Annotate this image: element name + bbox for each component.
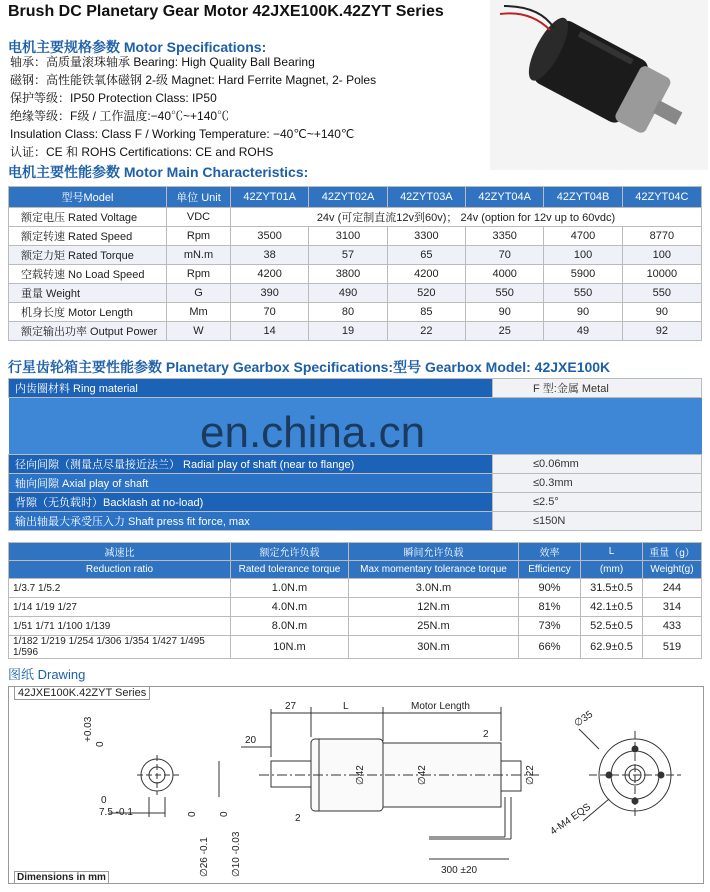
page-title: Brush DC Planetary Gear Motor 42JXE100K.42ZYT Series	[8, 3, 444, 20]
col-header: Rated tolerance torque	[231, 561, 349, 579]
col-header: Reduction ratio	[9, 561, 231, 579]
cell: 19	[309, 322, 387, 341]
main-chars-heading: 电机主要性能参数 Motor Main Characteristics:	[8, 164, 309, 180]
cell: 8.0N.m	[231, 617, 349, 636]
col-header: 型号Model	[9, 187, 167, 208]
row-value: ≤2.5°	[493, 493, 702, 512]
row-unit: VDC	[167, 208, 231, 227]
col-header: 额定允许负载	[231, 543, 349, 561]
cell: 433	[643, 617, 702, 636]
table-row	[9, 617, 702, 636]
dim-eqs: 4-M4 EQS	[548, 801, 593, 838]
dim-2b: 2	[295, 813, 301, 824]
dim-motor-length: Motor Length	[411, 701, 470, 712]
dim-20: 20	[245, 735, 257, 746]
cell: 38	[231, 246, 309, 265]
dim-0: 0	[101, 795, 107, 806]
cell: 3350	[466, 227, 544, 246]
row-label: 额定输出功率 Output Power	[9, 322, 167, 341]
cell: 90	[622, 303, 701, 322]
table-row	[9, 303, 702, 322]
cell: 1/182 1/219 1/254 1/306 1/354 1/427 1/495 1/596	[9, 636, 231, 659]
cell: 1.0N.m	[231, 579, 349, 598]
motor-side-view	[219, 707, 539, 859]
col-header: Max momentary tolerance torque	[349, 561, 519, 579]
col-header: (mm)	[581, 561, 643, 579]
dim-zero1: 0	[187, 811, 198, 817]
cell: 73%	[519, 617, 581, 636]
cell: 90%	[519, 579, 581, 598]
cell: 10000	[622, 265, 701, 284]
cell: 25N.m	[349, 617, 519, 636]
cell: 3800	[309, 265, 387, 284]
cell: 244	[643, 579, 702, 598]
cell: 10N.m	[231, 636, 349, 659]
cell: 52.5±0.5	[581, 617, 643, 636]
dim-7-5: 7.5 -0.1	[99, 807, 133, 818]
row-value: ≤0.06mm	[493, 455, 702, 474]
col-header: 重量（g）	[643, 543, 702, 561]
series-label: 42JXE100K.42ZYT Series	[14, 686, 150, 700]
cell: 5900	[544, 265, 622, 284]
cell: 14	[231, 322, 309, 341]
technical-drawing	[9, 687, 703, 883]
cell: 31.5±0.5	[581, 579, 643, 598]
row-label: 额定电压 Rated Voltage	[9, 208, 167, 227]
cell: 550	[544, 284, 622, 303]
spec-line: 绝缘等级：F级 / 工作温度:−40℃~+140℃	[10, 109, 230, 123]
col-header: 效率	[519, 543, 581, 561]
table-row	[9, 246, 702, 265]
drawing-heading: 图纸 Drawing	[8, 667, 86, 682]
cell: 4200	[231, 265, 309, 284]
cell: 4000	[466, 265, 544, 284]
col-header: 42ZYT04A	[466, 187, 544, 208]
table-row	[9, 208, 702, 227]
cell: 12N.m	[349, 598, 519, 617]
row-value: ≤0.3mm	[493, 474, 702, 493]
row-label: 空载转速 No Load Speed	[9, 265, 167, 284]
table-row	[9, 227, 702, 246]
row-label: 额定力矩 Rated Torque	[9, 246, 167, 265]
col-header: L	[581, 543, 643, 561]
cell: 92	[622, 322, 701, 341]
spec-line: 认证：CE 和 ROHS Certifications: CE and ROHS	[10, 145, 274, 159]
cell: 65	[387, 246, 465, 265]
spec-line: Insulation Class: Class F / Working Temperature: −40℃~+140℃	[10, 127, 355, 141]
motor-spec-list	[10, 53, 376, 161]
table-row	[9, 579, 702, 598]
gearbox-heading: 行星齿轮箱主要性能参数 Planetary Gearbox Specifications:型号 Gearbox Model: 42JXE100K	[8, 359, 611, 375]
table-row	[9, 284, 702, 303]
drawing-area	[8, 686, 704, 884]
cell: 100	[622, 246, 701, 265]
spec-line: 磁钢：高性能铁氧体磁钢 2-级 Magnet: Hard Ferrite Magnet, 2- Poles	[10, 73, 377, 87]
cell: 42.1±0.5	[581, 598, 643, 617]
cell: 100	[544, 246, 622, 265]
table-row	[9, 474, 702, 493]
cell: 1/3.7 1/5.2	[9, 579, 231, 598]
watermark: en.china.cn	[200, 408, 426, 457]
cell: 8770	[622, 227, 701, 246]
cell: 85	[387, 303, 465, 322]
cell: 80	[309, 303, 387, 322]
cell: 314	[643, 598, 702, 617]
col-header: 42ZYT03A	[387, 187, 465, 208]
col-header: 42ZYT01A	[231, 187, 309, 208]
cell: 30N.m	[349, 636, 519, 659]
row-unit: Mm	[167, 303, 231, 322]
spec-line: 保护等级：IP50 Protection Class: IP50	[10, 91, 217, 105]
cell: 550	[466, 284, 544, 303]
row-label: 额定转速 Rated Speed	[9, 227, 167, 246]
dim-tol0: 0	[95, 741, 106, 747]
table-row	[9, 265, 702, 284]
dim-phi26: ∅26 -0.1	[199, 837, 210, 877]
col-header: 减速比	[9, 543, 231, 561]
cell: 520	[387, 284, 465, 303]
cell: 490	[309, 284, 387, 303]
table-row	[9, 512, 702, 531]
cell: 3300	[387, 227, 465, 246]
row-unit: Rpm	[167, 227, 231, 246]
cell: 519	[643, 636, 702, 659]
motor-front-view	[579, 729, 681, 821]
cell: 3100	[309, 227, 387, 246]
cell: 4700	[544, 227, 622, 246]
table-header-row	[9, 561, 702, 579]
cell: 550	[622, 284, 701, 303]
motor-spec-heading: 电机主要规格参数 Motor Specifications:	[8, 39, 267, 55]
cell: 81%	[519, 598, 581, 617]
dim-L: L	[343, 701, 349, 712]
dim-27: 27	[285, 701, 297, 712]
cell: 70	[466, 246, 544, 265]
dim-phi10: ∅10 -0.03	[231, 831, 242, 877]
cell: 390	[231, 284, 309, 303]
cell: 1/14 1/19 1/27	[9, 598, 231, 617]
cell: 4.0N.m	[231, 598, 349, 617]
row-value: ≤150N	[493, 512, 702, 531]
col-header: 42ZYT02A	[309, 187, 387, 208]
cell: 4200	[387, 265, 465, 284]
cell: 3500	[231, 227, 309, 246]
table-row	[9, 322, 702, 341]
row-unit: mN.m	[167, 246, 231, 265]
row-unit: G	[167, 284, 231, 303]
dimensions-note: Dimensions in mm	[14, 871, 109, 884]
main-characteristics-table	[8, 186, 702, 341]
dim-zero2: 0	[219, 811, 230, 817]
row-unit: W	[167, 322, 231, 341]
dim-phi22: ∅22	[525, 765, 536, 785]
dim-phi42a: ∅42	[355, 765, 366, 785]
row-value: F 型:金属 Metal	[493, 379, 702, 398]
table-row	[9, 493, 702, 512]
row-label: 径向间隙（测量点尽量接近法兰） Radial play of shaft (near to flange)	[9, 455, 493, 474]
cell: 22	[387, 322, 465, 341]
table-header-row	[9, 187, 702, 208]
cell: 90	[466, 303, 544, 322]
row-label: 轴向间隙 Axial play of shaft	[9, 474, 493, 493]
cell: 66%	[519, 636, 581, 659]
cell: 49	[544, 322, 622, 341]
reduction-ratio-table	[8, 542, 702, 659]
row-label: 机身长度 Motor Length	[9, 303, 167, 322]
cell: 3.0N.m	[349, 579, 519, 598]
motor-photo	[490, 0, 708, 170]
col-header: 瞬间允许负载	[349, 543, 519, 561]
dim-300: 300 ±20	[441, 865, 478, 876]
dim-2a: 2	[483, 729, 489, 740]
col-header: Weight(g)	[643, 561, 702, 579]
cell: 62.9±0.5	[581, 636, 643, 659]
col-header: 42ZYT04C	[622, 187, 701, 208]
row-label: 内齿圈材料 Ring material	[9, 379, 493, 398]
dim-phi35: ∅35	[572, 709, 595, 730]
voltage-value: 24v (可定制直流12v到60v)； 24v (option for 12v up to 60vdc)	[231, 208, 702, 227]
cell: 90	[544, 303, 622, 322]
row-unit: Rpm	[167, 265, 231, 284]
row-label: 重量 Weight	[9, 284, 167, 303]
cell: 70	[231, 303, 309, 322]
table-row	[9, 379, 702, 398]
spec-line: 轴承：高质量滚珠轴承 Bearing: High Quality Ball Bearing	[10, 55, 315, 69]
cell: 1/51 1/71 1/100 1/139	[9, 617, 231, 636]
table-row	[9, 636, 702, 659]
col-header: Efficiency	[519, 561, 581, 579]
row-label: 背隙（无负载时）Backlash at no-load)	[9, 493, 493, 512]
row-label: 输出轴最大承受压入力 Shaft press fit force, max	[9, 512, 493, 531]
col-header: 单位 Unit	[167, 187, 231, 208]
dim-phi42b: ∅42	[417, 765, 428, 785]
table-header-row	[9, 543, 702, 561]
cell: 25	[466, 322, 544, 341]
dim-tol: +0.03	[83, 716, 94, 742]
col-header: 42ZYT04B	[544, 187, 622, 208]
table-row	[9, 598, 702, 617]
cell: 57	[309, 246, 387, 265]
